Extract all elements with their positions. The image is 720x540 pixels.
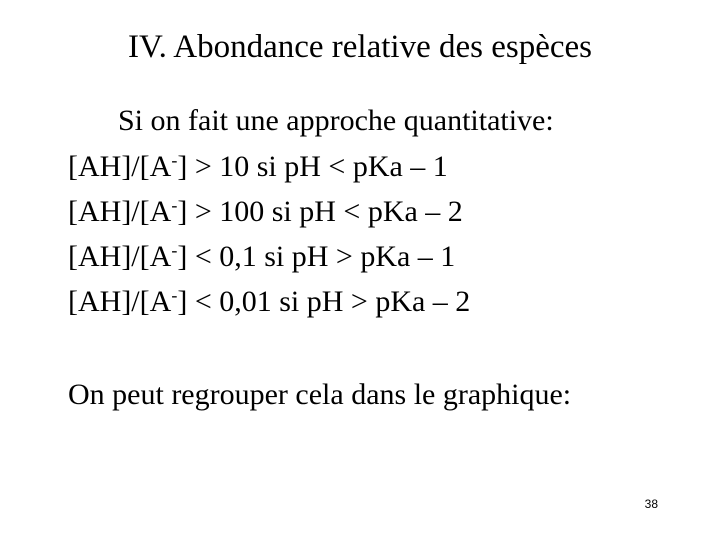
ratio-prefix: [AH]/[A: [68, 150, 172, 183]
ratio-charge: -: [171, 150, 178, 170]
ratio-suffix: ]: [177, 285, 188, 318]
condition-list: [68, 144, 470, 324]
condition-item: [68, 144, 470, 189]
ratio-suffix: ]: [177, 240, 188, 273]
condition-item: [68, 189, 470, 234]
ratio-suffix: ]: [177, 150, 188, 183]
slide-title: IV. Abondance relative des espèces: [128, 29, 592, 65]
condition-item: [68, 279, 470, 324]
ratio-charge: -: [171, 240, 178, 260]
ratio-charge: -: [171, 285, 178, 305]
ratio-prefix: [AH]/[A: [68, 240, 172, 273]
condition-item: [68, 234, 470, 279]
ratio-prefix: [AH]/[A: [68, 285, 172, 318]
page-number: 38: [644, 497, 658, 511]
summary-text: On peut regrouper cela dans le graphique:: [68, 378, 572, 411]
ratio-prefix: [AH]/[A: [68, 195, 172, 228]
condition-text: < 0,1 si pH > pKa – 1: [187, 240, 456, 273]
ratio-charge: -: [171, 195, 178, 215]
condition-text: > 100 si pH < pKa – 2: [187, 195, 463, 228]
ratio-suffix: ]: [177, 195, 188, 228]
condition-text: > 10 si pH < pKa – 1: [187, 150, 448, 183]
condition-text: < 0,01 si pH > pKa – 2: [187, 285, 471, 318]
intro-text: Si on fait une approche quantitative:: [118, 104, 554, 137]
